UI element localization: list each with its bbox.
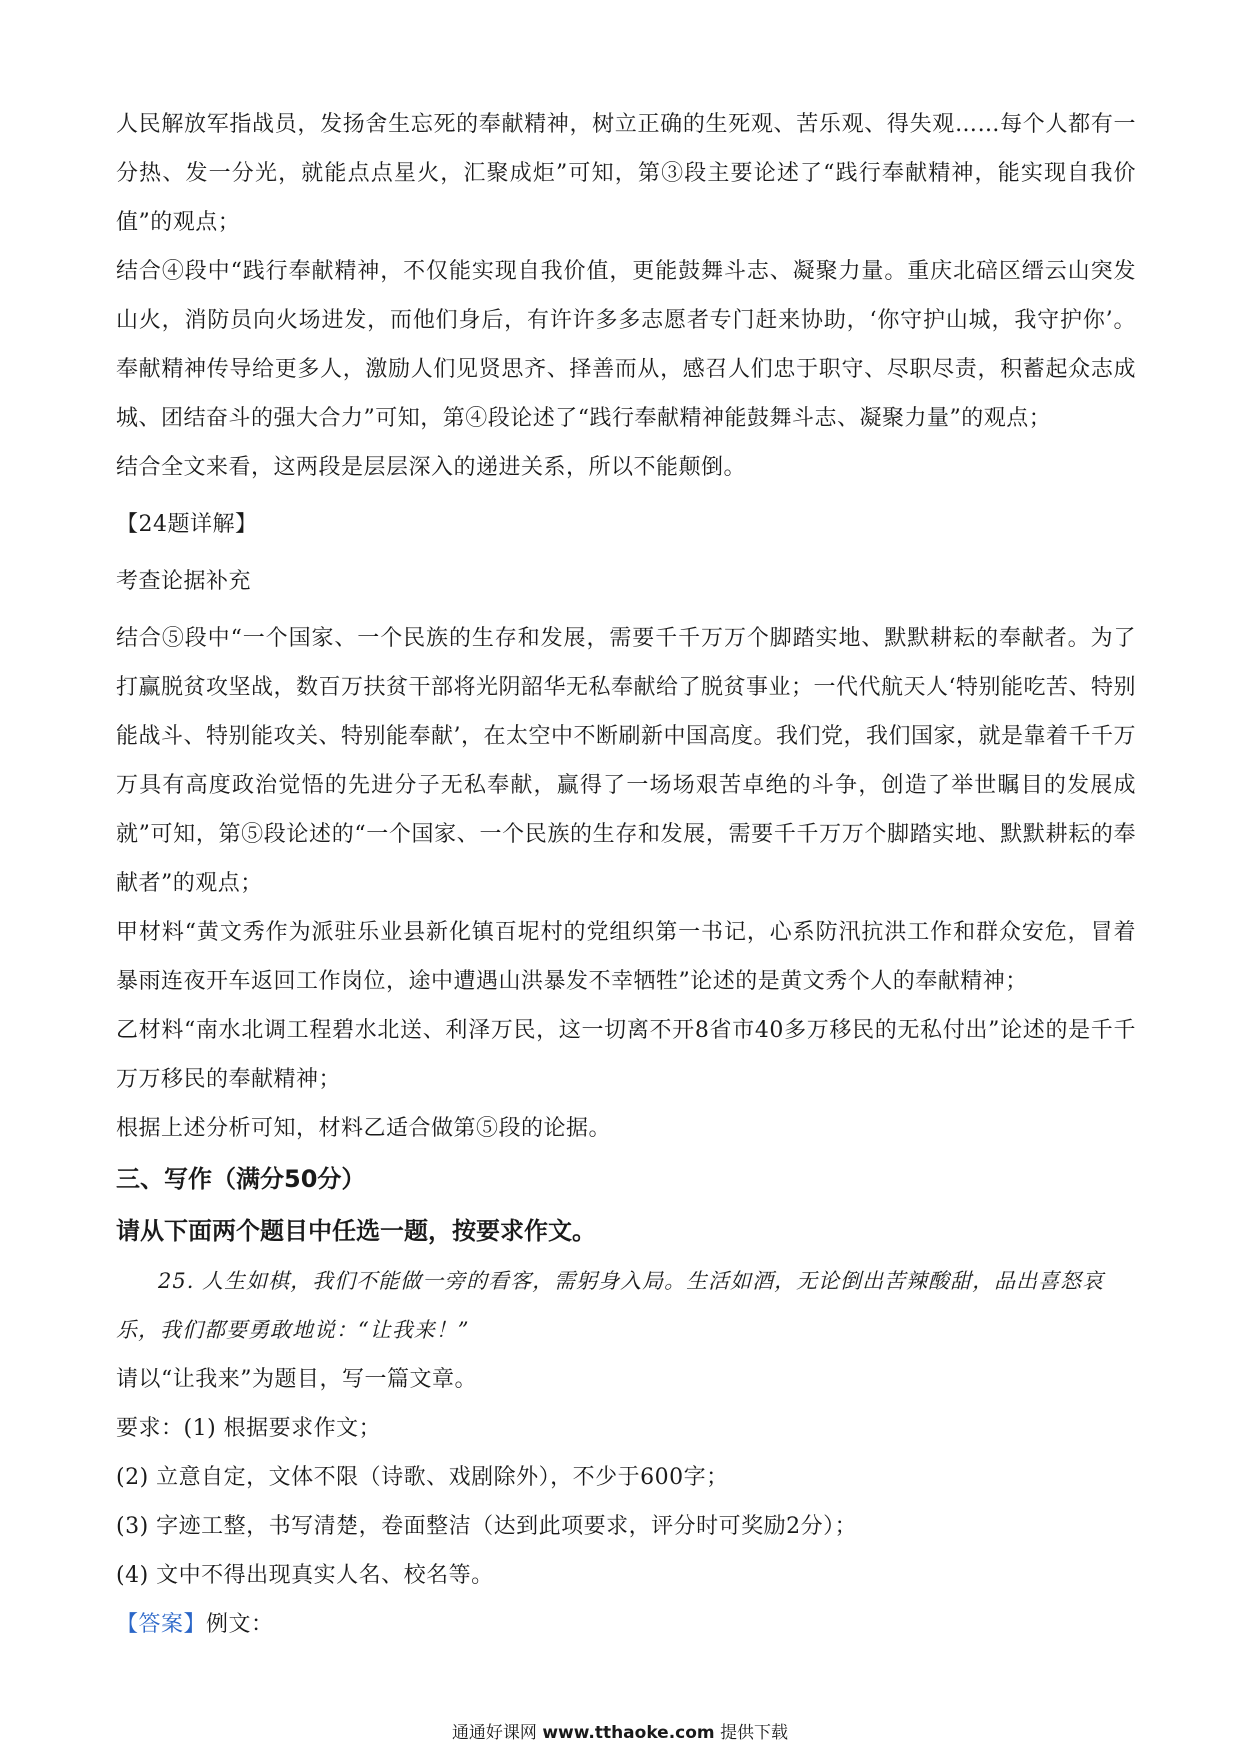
paragraph-material-b: 乙材料“南水北调工程碧水北送、利泽万民，这一切离不开8省市40多万移民的无私付出”论述的是千千万万移民的奉献精神；	[116, 1018, 1136, 1092]
requirement-1: 要求：(1) 根据要求作文；	[116, 1416, 382, 1441]
paragraph-material-a: 甲材料“黄文秀作为派驻乐业县新化镇百坭村的党组织第一书记，心系防汛抗洪工作和群众安危，冒着暴雨连夜开车返回工作岗位，途中遭遇山洪暴发不幸牺牲”论述的是黄文秀个人的奉献精神；	[116, 920, 1136, 994]
paragraph-q23-point4: 结合④段中“践行奉献精神，不仅能实现自我价值，更能鼓舞斗志、凝聚力量。重庆北碚区缙云山突发山火，消防员向火场进发，而他们身后，有许许多多志愿者专门赶来协助，‘你守护山城，我守护你’。奉献精神传导给更多人，激励人们见贤思齐、择善而从，感召人们忠于职守、尽职尽责，积蓄起众志成城、团结奋斗的强大合力”可知，第④段论述了“践行奉献精神能鼓舞斗志、凝聚力量”的观点；	[116, 259, 1136, 431]
requirement-3: (3) 字迹工整，书写清楚，卷面整洁（达到此项要求，评分时可奖励2分）；	[116, 1514, 858, 1539]
answer-text: 例文：	[206, 1612, 274, 1637]
answer-tag: 【答案】	[116, 1612, 207, 1637]
paragraph-q23-conclusion: 结合全文来看，这两段是层层深入的递进关系，所以不能颠倒。	[116, 455, 747, 480]
footer-brand: 通通好课网	[451, 1723, 537, 1743]
footer-site-link[interactable]: www.tthaoke.com	[542, 1723, 715, 1743]
requirement-4: (4) 文中不得出现真实人名、校名等。	[116, 1563, 494, 1588]
q25-prompt: 25. 人生如棋，我们不能做一旁的看客，需躬身入局。生活如酒，无论倒出苦辣酸甜，品出喜怒哀乐，我们都要勇敢地说：“让我来！”	[116, 1269, 1105, 1342]
paragraph-q24-analysis: 结合⑤段中“一个国家、一个民族的生存和发展，需要千千万万个脚踏实地、默默耕耘的奉献者。为了打赢脱贫攻坚战，数百万扶贫干部将光阴韶华无私奉献给了脱贫事业；一代代航天人‘特别能吃苦、特别能战斗、特别能攻关、特别能奉献’，在太空中不断刷新中国高度。我们党，我们国家，就是靠着千千万万具有高度政治觉悟的先进分子无私奉献，赢得了一场场艰苦卓绝的斗争，创造了举世瞩目的发展成就”可知，第⑤段论述的“一个国家、一个民族的生存和发展，需要千千万万个脚踏实地、默默耕耘的奉献者”的观点；	[116, 626, 1136, 896]
writing-section-title: 三、写作（满分50分）	[116, 1165, 366, 1193]
footer-suffix: 提供下载	[720, 1723, 789, 1743]
q24-heading: 【24题详解】	[116, 512, 258, 537]
writing-task: 请以“让我来”为题目，写一篇文章。	[116, 1367, 477, 1392]
paragraph-q24-conclusion: 根据上述分析可知，材料乙适合做第⑤段的论据。	[116, 1116, 612, 1141]
writing-instruction: 请从下面两个题目中任选一题，按要求作文。	[116, 1217, 596, 1245]
page-footer	[0, 1718, 1240, 1743]
paragraph-q23-point3: 人民解放军指战员，发扬舍生忘死的奉献精神，树立正确的生死观、苦乐观、得失观……每个人都有一分热、发一分光，就能点点星火，汇聚成炬”可知，第③段主要论述了“践行奉献精神，能实现自我价值”的观点；	[116, 112, 1136, 235]
page-content	[116, 100, 1136, 1649]
q24-topic: 考查论据补充	[116, 569, 252, 594]
answer-line	[116, 1600, 1136, 1649]
requirement-2: (2) 立意自定，文体不限（诗歌、戏剧除外），不少于600字；	[116, 1465, 729, 1490]
